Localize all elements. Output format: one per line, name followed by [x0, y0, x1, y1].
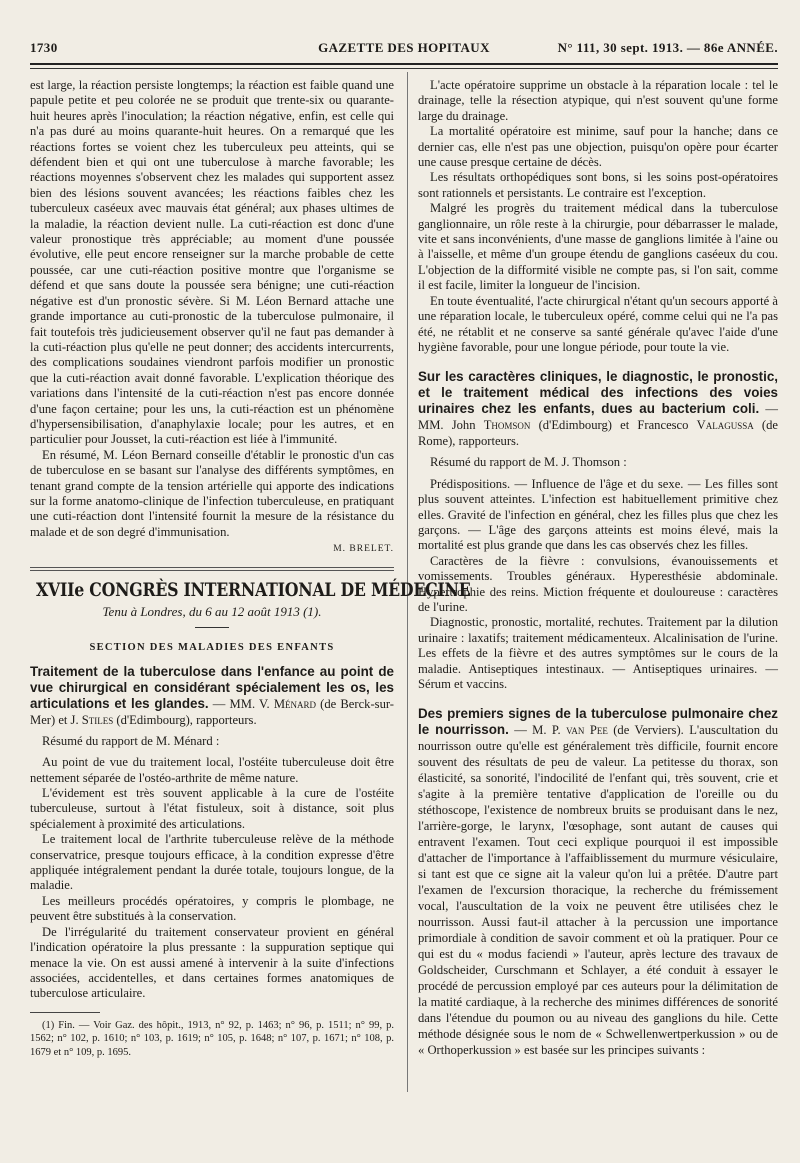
- paragraph: Les résultats orthopédiques sont bons, si les soins post-opératoires sont rationnels et persistants. Le contraire est l'exception.: [418, 170, 778, 200]
- paragraph: La mortalité opératoire est minime, sauf pour la hanche; dans ce dernier cas, elle n'est pas une objection, puisqu'on opère pour écarter une cause presque certaine de décès.: [418, 124, 778, 170]
- paragraph: est large, la réaction persiste longtemps; la réaction est faible quand une papule petite et peu colorée ne se produit que trente-six ou quarante-huit heures après l'inoculation; la réaction négative, enfin, est celle qui n'a pas duré au moins quarante-huit heures. On a remarqué que les réactions fortes se voient chez les tuberculeux peu atteints, qui se défendent bien et qui ont une tuberculose à marche favorable; les réactions moyennes s'observent chez les malades qui supportent assez bien des lésions souvent avancées; les réactions faibles chez les tuberculeux caséeux avec mauvais état général; aux phases ultimes de la maladie, la réaction devient nulle. La cuti-réaction est donc d'une valeur pronostique très appréciable; au moment d'une poussée évolutive, elle peut encore renseigner sur la marche probable de cette poussée, car une cuti-réaction positive montre que l'organisme se défend et que sans doute la poussée sera bénigne; une cuti-réaction négative est d'un pronostic sévère. Si M. Léon Bernard attache une grande importance au cuti-pronostic de la tuberculose pulmonaire, il fait toutefois très judicieusement observer qu'il ne faut pas demander à la cuti-réaction plus qu'elle ne peut donner; des accidents intercurrents, des complications soudaines viendront parfois modifier un pronostic que la cuti-réaction avait donné favorable. L'explication théorique des variations dans l'intensité de la cuti-réaction n'est pas encore donnée d'une façon certaine; pour les uns, la cuti-réaction est un phénomène d'hypersensibilisation, d'anaphylaxie locale; pour les autres, et en particulier pour Jousset, la cuti-réaction est liée à l'immunité.: [30, 78, 394, 447]
- paragraph: De l'irrégularité du traitement conservateur provient en général l'indication opératoire la plus pressante : la suppuration septique qui menace la vie. On est aussi amené à intervenir à la suite d'infections associées, accidentelles, et dans certaines formes anatomiques de tuberculose articulaire.: [30, 924, 394, 1001]
- report-summary-label: Résumé du rapport de M. J. Thomson :: [430, 455, 627, 470]
- header-rule: [30, 63, 778, 65]
- article-title: Traitement de la tuberculose dans l'enfance au point de vue chirurgical en considérant spécialement les os, les articulations et les glandes.: [30, 663, 394, 711]
- article-title: Sur les caractères cliniques, le diagnostic, le pronostic, et le traitement médical des infections des voies urinaires chez les enfants, dues au bacterium coli.: [418, 369, 778, 417]
- left-column: [30, 78, 471, 1059]
- paragraph: En toute éventualité, l'acte chirurgical n'étant qu'un secours apporté à une réparation locale, le tuberculeux opéré, comme celui qui ne l'a pas été, ne rétablit et ne conserve sa santé générale qu'avec l'aide d'une hygiène favorable, pour une longue période, pour toute la vie.: [418, 293, 778, 354]
- footnote: (1) Fin. — Voir Gaz. des hôpit., 1913, n° 92, p. 1463; n° 96, p. 1511; n° 99, p. 1562; n° 102, p. 1610; n° 103, p. 1619; n° 105, p. 1648; n° 107, p. 1671; n° 108, p. 1679 et n° 109, p. 1695.: [30, 1019, 394, 1058]
- paragraph: Le traitement local de l'arthrite tuberculeuse relève de la méthode conservatrice, presque toujours efficace, à la condition expresse d'être appliquée intégralement pendant la durée totale, toujours longue, de la maladie.: [30, 832, 394, 893]
- author-name: Valagussa: [696, 418, 754, 433]
- article-heading: Traitement de la tuberculose dans l'enfance au point de vue chirurgical en considérant spécialement les os, les articulations et les glandes. — MM. V. Ménard (de Berck-sur-Mer) et J. Stiles (d'Edimbourg), rapporteurs.: [30, 663, 395, 727]
- author-name: Thomson: [483, 418, 531, 433]
- footnote-rule: [30, 1012, 100, 1013]
- short-rule: [195, 627, 229, 628]
- article-title: Des premiers signes de la tuberculose pulmonaire chez le nourrisson.: [418, 706, 778, 738]
- author-name: Ménard: [273, 696, 317, 711]
- author-name: van Pee: [566, 723, 608, 738]
- report-summary-label: Résumé du rapport de M. Ménard :: [42, 733, 220, 748]
- article-heading: Sur les caractères cliniques, le diagnostic, le pronostic, et le traitement médical des infections des voies urinaires chez les enfants, dues au bacterium coli. — MM. John Thomson (d'Edimbourg) et Francesco Valagussa (de Rome), rapporteurs.: [418, 369, 778, 449]
- running-head: [30, 40, 778, 62]
- paragraph: Caractères de la fièvre : convulsions, évanouissements et vomissements. Troubles généraux. Hyperesthésie abdominale. Hypertrophie des reins. Miction fréquente et douloureuse : caractères de l'urine.: [418, 553, 778, 614]
- congress-subtitle: Tenu à Londres, du 6 au 12 août 1913 (1).: [102, 604, 322, 619]
- journal-title: GAZETTE DES HOPITAUX: [318, 40, 490, 55]
- article-body: (de Verviers). L'auscultation du nourrisson outre qu'elle est généralement très difficile, fournit encore souvent des résultats de peu de valeur. La petitesse du thorax, son élasticité, sa sonorité, l'indocilité de l'enfant qui, très souvent, crie et s'agite à la première tentative d'application de l'oreille ou du stéthoscope, l'existence de nombreux bruits se produisant dans le nez, l'arrière-gorge, le larynx, l'œsophage, sont autant de causes qui entravent l'examen. Tout ceci explique pourquoi il est impossible d'attacher de l'importance à l'affaiblissement du murmure vésiculaire, si tant est que ce signe ait la valeur qu'on lui a prêtée. D'autre part l'examen de l'excursion thoracique, la recherche du frémissement vocal, l'auscultation de la voix ne peuvent être utilisées chez le nourrisson. Aussi faut-il attacher à la percussion une importance primordiale à condition de savoir comment et où la pratiquer. Pour ce qui est du « modus faciendi » l'auteur, après lecture des travaux de Goldscheider, Curschmann et Schlayer, a été conduit à essayer le procédé de percussion employé par ces auteurs pour la délimitation de la matité cardiaque, à la recherche des minimes différences de sonorité dans l'étendue du poumon ou au niveau des ganglions du hile. Cette méthode désignée sous le nom de « Schwellenwertperkussion » ou de « Orthoperkussion » est basée sur les principes suivants :: [418, 723, 778, 1058]
- right-column: [418, 78, 778, 1058]
- issue-info: N° 111, 30 sept. 1913. — 86e ANNÉE.: [557, 40, 778, 55]
- paragraph: Prédispositions. — Influence de l'âge et du sexe. — Les filles sont plus souvent atteintes. L'infection est habituellement primitive chez elles. Gravité de l'infection en général, chez les filles plus que chez les garçons. — L'âge des garçons atteints est moins élevé, mais la mortalité est plus grande que dans les cas observés chez les filles.: [418, 476, 778, 553]
- header-rule-thin: [30, 68, 778, 69]
- author-name: Stiles: [81, 712, 114, 727]
- section-title: SECTION DES MALADIES DES ENFANTS: [89, 642, 335, 654]
- paragraph: Malgré les progrès du traitement médical dans la tuberculose ganglionnaire, un rôle reste à la chirurgie, pour débarrasser le malade, vite et sans inconvénients, d'une masse de ganglions limitée à l'aine ou à l'aisselle, et même d'un groupe étendu de ganglions caséeux du cou. L'objection de la difformité visible ne compte pas, si l'on sait, comme il est facile, limiter la longueur de l'incision.: [418, 201, 778, 293]
- paragraph: L'évidement est très souvent applicable à la cure de l'ostéite tuberculeuse, surtout à l'état fistuleux, soit à distance, soit plus spécialement à proximité des articulations.: [30, 786, 394, 831]
- section-divider: [30, 567, 394, 568]
- signature-line: [30, 540, 394, 557]
- article-heading: Des premiers signes de la tuberculose pulmonaire chez le nourrisson. — M. P. van Pee (de Verviers). L'auscultation du nourrisson outre qu'elle est généralement très difficile, fournit encore souvent des résultats de peu de valeur. La petitesse du thorax, son élasticité, sa sonorité, l'indocilité de l'enfant qui, très souvent, crie et s'agite à la première tentative d'application de l'oreille ou du stéthoscope, l'existence de nombreux bruits se produisant dans le nez, l'arrière-gorge, le larynx, l'œsophage, sont autant de causes qui entravent l'examen. Tout ceci explique pourquoi il est impossible d'attacher de l'importance à l'affaiblissement du murmure vésiculaire, si tant est que ce signe ait la valeur qu'on lui a prêtée. D'autre part l'examen de l'excursion thoracique, la recherche du frémissement vocal, l'auscultation de la voix ne peuvent être utilisées chez le nourrisson. Aussi faut-il attacher à la percussion une importance primordiale à condition de savoir comment et où la pratiquer. Pour ce qui est du « modus faciendi » l'auteur, après lecture des travaux de Goldscheider, Curschmann et Schlayer, a été conduit à essayer le procédé de percussion employé par ces auteurs pour la délimitation de la matité cardiaque, à la recherche des minimes différences de sonorité dans l'étendue du poumon ou au niveau des ganglions du hile. Cette méthode désignée sous le nom de « Schwellenwertperkussion » ou de « Orthoperkussion » est basée sur les principes suivants :: [418, 706, 778, 1058]
- congress-title: XVIIe CONGRÈS INTERNATIONAL DE MÉDECINE: [36, 578, 471, 601]
- author-signature: M. BRELET.: [333, 544, 394, 555]
- paragraph: L'acte opératoire supprime un obstacle à la réparation locale : tel le drainage, telle la résection atypique, qui n'est souvent qu'une forme large du drainage.: [418, 78, 778, 123]
- section-divider: [30, 570, 394, 571]
- paragraph: En résumé, M. Léon Bernard conseille d'établir le pronostic d'un cas de tuberculose en se basant sur l'analyse des différents symptômes, en tenant grand compte de la tension artérielle qui apporte des indications sur la forme anatomo-clinique de l'infection tuberculeuse, en pratiquant une cuti-réaction dont l'intensité fournit la mesure de la résistance du malade et de son degré d'immunisation.: [30, 447, 394, 539]
- paragraph: Les meilleurs procédés opératoires, y compris le plombage, ne peuvent être substitués à la conservation.: [30, 893, 394, 924]
- paragraph: Diagnostic, pronostic, mortalité, rechutes. Traitement par la dilution urinaire : laxatifs; traitement médicamenteux. Alcalinisation de l'urine. Les effets de la fièvre et des autres symptômes sur le cours de la maladie. Antiseptiques intestinaux. — Antiseptiques urinaires. — Sérum et vaccins.: [418, 615, 778, 691]
- paragraph: Au point de vue du traitement local, l'ostéite tuberculeuse doit être nettement séparée de l'ostéo-arthrite de même nature.: [30, 755, 394, 785]
- page-number: 1730: [30, 40, 58, 55]
